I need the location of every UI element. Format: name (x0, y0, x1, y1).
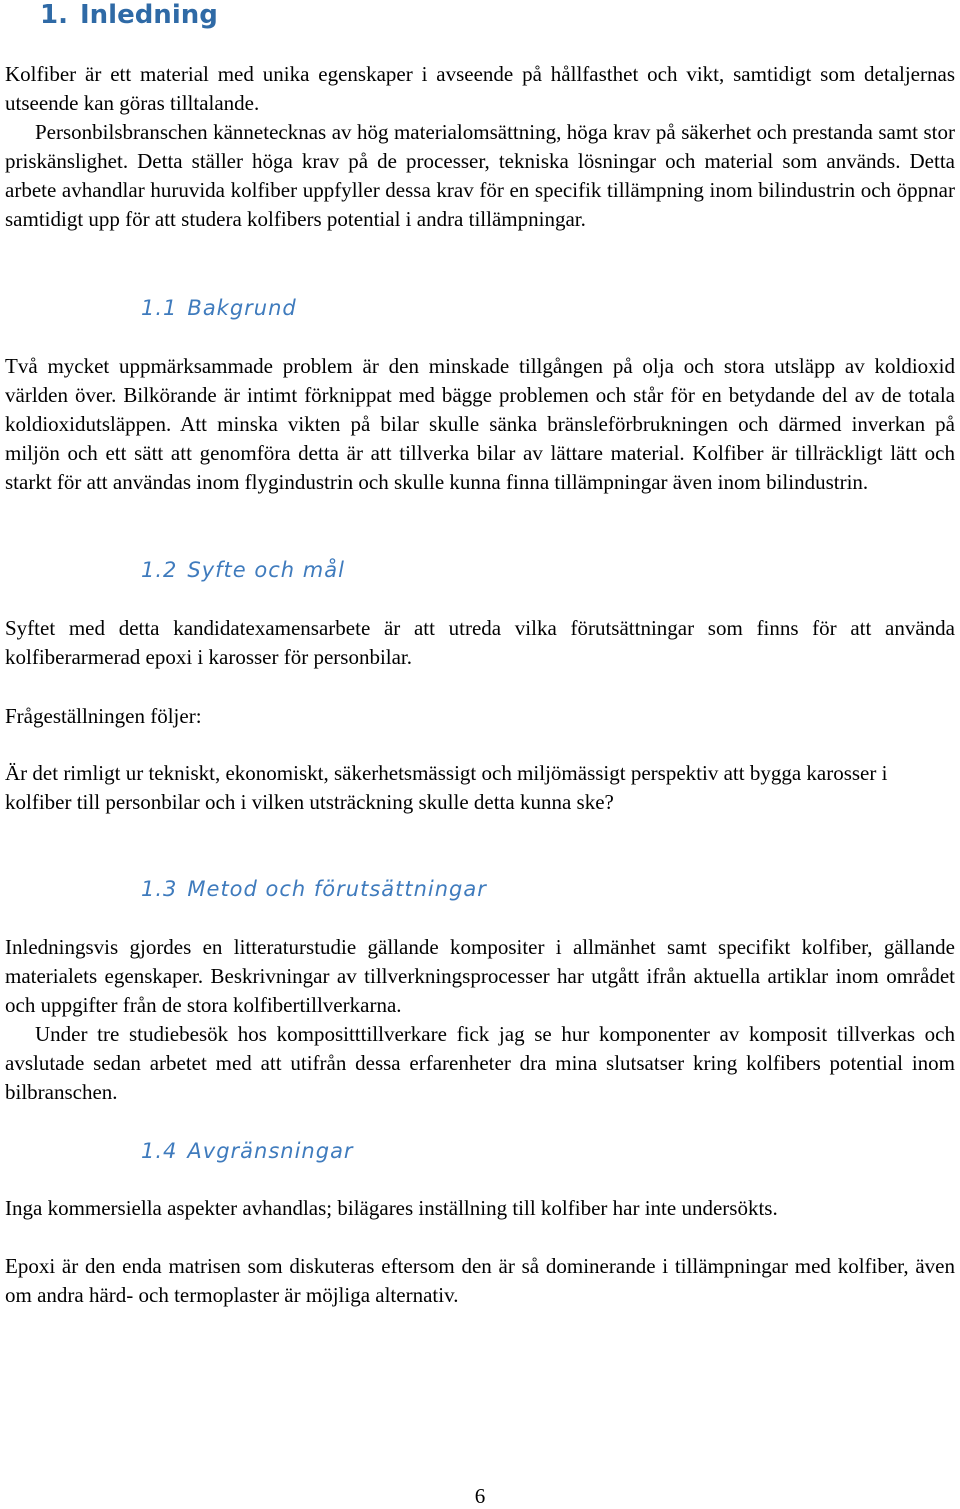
intro-text-1: Kolfiber är ett material med unika egenskaper i avseende på hållfasthet och vikt, samtidigt som detaljernas utseende kan göras tilltalande. (5, 62, 955, 115)
section-title: Syfte och mål (187, 558, 345, 582)
intro-paragraph-1 (5, 60, 955, 234)
section-number: 1.1 (141, 296, 178, 320)
section-number: 1.2 (141, 558, 178, 582)
research-question: Är det rimligt ur tekniskt, ekonomiskt, säkerhetsmässigt och miljömässigt perspektiv att bygga karosser i kolfiber till personbilar och i vilken utsträckning skulle detta kunna ske? (5, 761, 888, 814)
section-number: 1.3 (141, 877, 178, 901)
bakgrund-paragraph: Två mycket uppmärksammade problem är den minskade tillgången på olja och stora utsläpp av koldioxid världen över. Bilkörande är intimt förknippat med bägge problemen och står för en betydande del av de totala koldioxidutsläppen. Att minska vikten på bilar skulle sänka bränsleförbrukningen och därmed inverkan på miljön och ett sätt att genomföra detta är att tillverka bilar av lättare material. Kolfiber är tillräckligt lätt och starkt för att användas inom flygindustrin och skulle kunna finna tillämpningar även inom bilindustrin. (5, 354, 955, 494)
section-heading-metod (141, 875, 487, 903)
fragestallning-label: Frågeställningen följer: (5, 704, 202, 728)
section-title: Bakgrund (187, 296, 297, 320)
section-title: Metod och förutsättningar (187, 877, 487, 901)
avgransningar-paragraph-1: Inga kommersiella aspekter avhandlas; bilägares inställning till kolfiber har inte undersökts. (5, 1196, 778, 1220)
chapter-number: 1. (40, 0, 68, 30)
syfte-paragraph: Syftet med detta kandidatexamensarbete är att utreda vilka förutsättningar som finns för att använda kolfiberarmerad epoxi i karosser för personbilar. (5, 616, 955, 669)
section-heading-avgransningar (141, 1137, 354, 1165)
avgransningar-paragraph-2: Epoxi är den enda matrisen som diskuteras eftersom den är så dominerande i tillämpningar med kolfiber, även om andra härd- och termoplaster är möjliga alternativ. (5, 1254, 955, 1307)
metod-text-2: Under tre studiebesök hos kompositttillverkare fick jag se hur komponenter av komposit tillverkas och avslutade sedan arbetet med att utifrån dessa erfarenheter dra mina slutsatser kring kolfibers potential inom bilbranschen. (5, 1022, 955, 1104)
intro-text-2: Personbilsbranschen kännetecknas av hög materialomsättning, höga krav på säkerhet och prestanda samt stor priskänslighet. Detta ställer höga krav på de processer, tekniska lösningar och material som används. Detta arbete avhandlar huruvida kolfiber uppfyller dessa krav för en specifik tillämpning inom bilindustrin och öppnar samtidigt upp för att studera kolfibers potential i andra tillämpningar. (5, 120, 955, 231)
section-heading-bakgrund (141, 294, 297, 322)
metod-text-1: Inledningsvis gjordes en litteraturstudie gällande kompositer i allmänhet samt specifikt kolfiber, gällande materialets egenskaper. Beskrivningar av tillverkningsprocesser har utgått ifrån aktuella artiklar inom området och uppgifter från de stora kolfibertillverkarna. (5, 935, 955, 1017)
chapter-title: Inledning (79, 0, 218, 30)
chapter-heading (40, 0, 218, 30)
section-heading-syfte (141, 556, 345, 584)
section-number: 1.4 (141, 1139, 178, 1163)
page-number: 6 (474, 1484, 486, 1508)
section-title: Avgränsningar (187, 1139, 354, 1163)
metod-paragraph (5, 933, 955, 1107)
